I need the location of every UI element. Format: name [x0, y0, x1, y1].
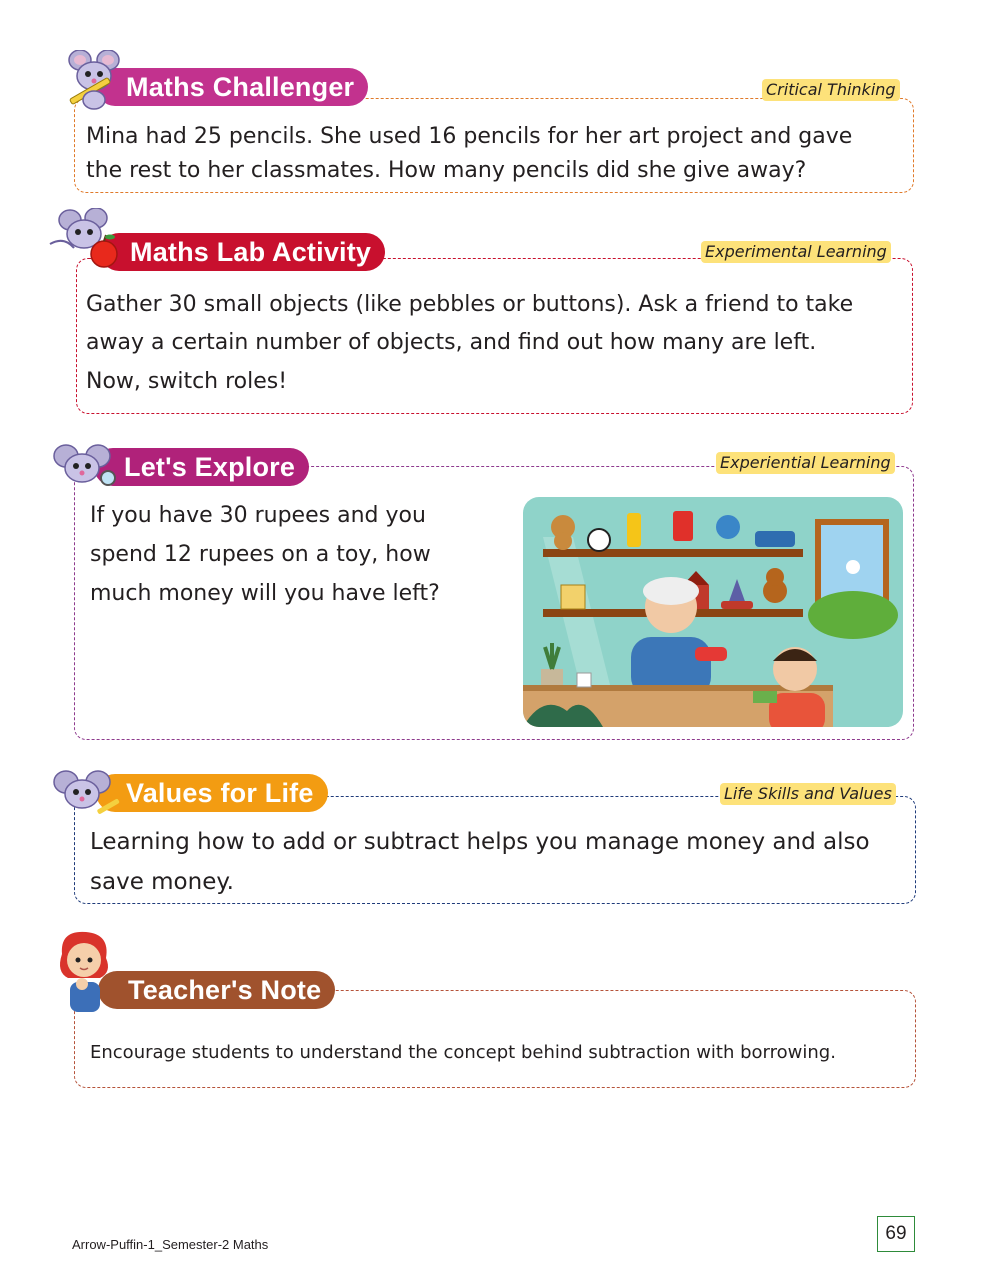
mouse-pencil-icon — [64, 50, 126, 110]
explore-line-3: much money will you have left? — [90, 581, 440, 606]
experimental-learning-tag: Experimental Learning — [701, 241, 891, 263]
book-title-footer: Arrow-Puffin-1_Semester-2 Maths — [72, 1237, 269, 1252]
values-line-2: save money. — [90, 869, 234, 895]
experiential-learning-tag: Experiential Learning — [716, 452, 895, 474]
mouse-pencil-icon-2 — [50, 768, 122, 820]
mouse-apple-icon — [44, 208, 124, 270]
teachers-note-title: Teacher's Note — [98, 971, 335, 1009]
life-skills-tag: Life Skills and Values — [720, 783, 896, 805]
challenger-line-2: the rest to her classmates. How many pencils did she give away? — [86, 158, 807, 183]
teacher-note-line-1: Encourage students to understand the concept behind subtraction with borrowing. — [90, 1042, 836, 1063]
values-for-life-title: Values for Life — [96, 774, 328, 812]
girl-thinking-icon — [52, 928, 118, 1012]
critical-thinking-tag: Critical Thinking — [762, 79, 900, 101]
mouse-magnifier-icon — [50, 442, 122, 492]
challenger-line-1: Mina had 25 pencils. She used 16 pencils for her art project and gave — [86, 124, 853, 149]
explore-line-1: If you have 30 rupees and you — [90, 503, 426, 528]
lab-line-1: Gather 30 small objects (like pebbles or buttons). Ask a friend to take — [86, 292, 854, 317]
values-line-1: Learning how to add or subtract helps you manage money and also — [90, 829, 870, 855]
maths-challenger-title: Maths Challenger — [96, 68, 368, 106]
maths-lab-title: Maths Lab Activity — [100, 233, 385, 271]
lab-line-2: away a certain number of objects, and find out how many are left. — [86, 330, 817, 355]
page-number: 69 — [877, 1216, 915, 1252]
explore-line-2: spend 12 rupees on a toy, how — [90, 542, 431, 567]
lab-line-3: Now, switch roles! — [86, 369, 288, 394]
lets-explore-title: Let's Explore — [94, 448, 309, 486]
toy-shop-illustration — [523, 497, 903, 727]
